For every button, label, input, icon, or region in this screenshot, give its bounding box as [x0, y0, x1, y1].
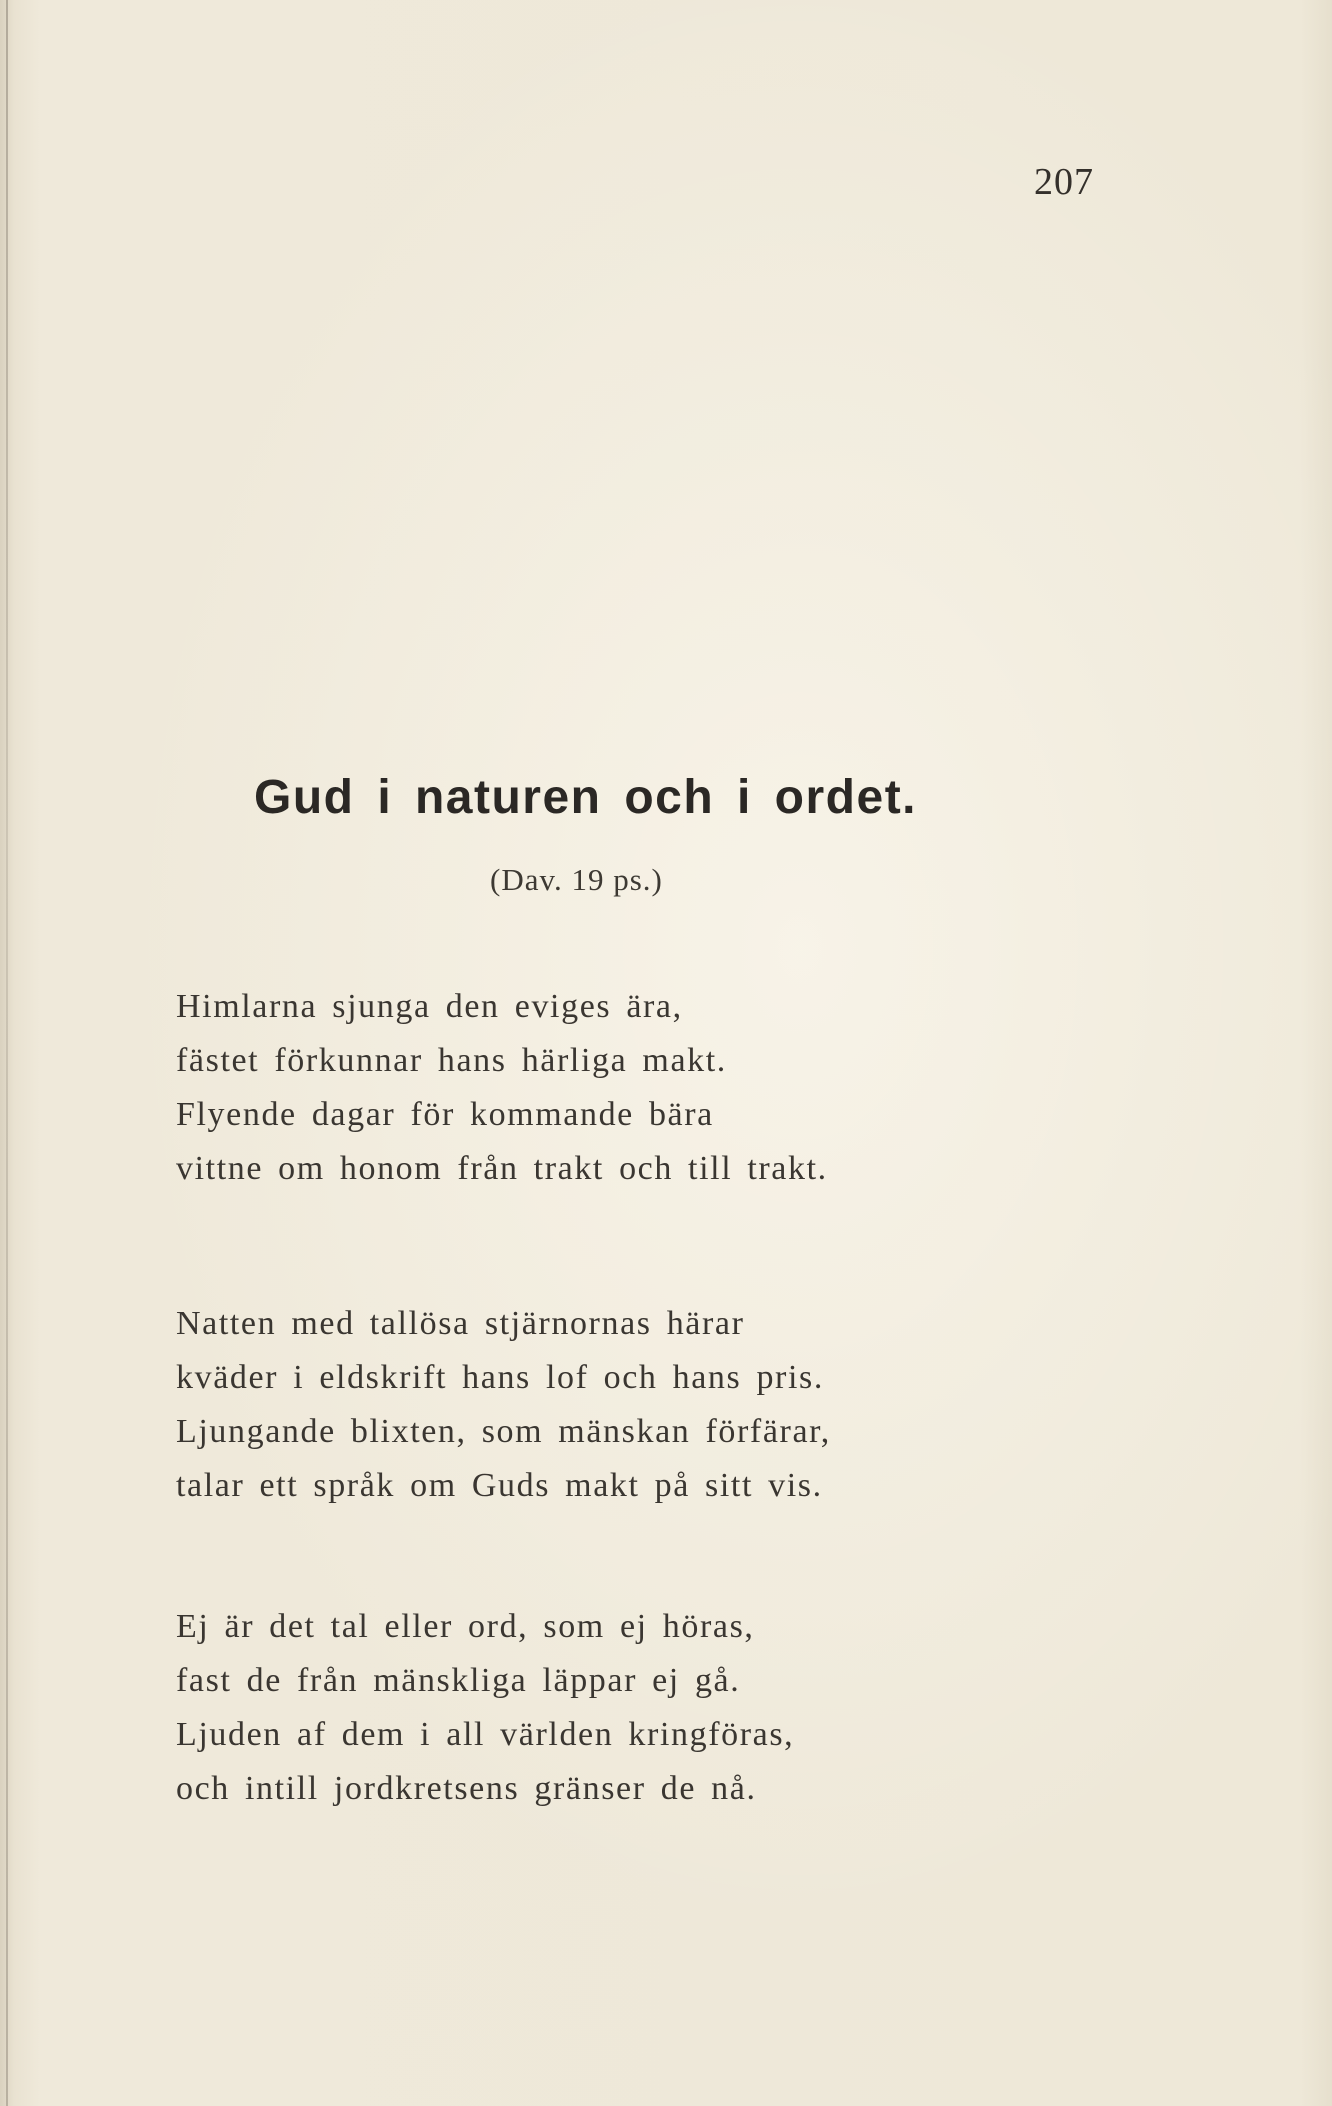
verse-line: talar ett språk om Guds makt på sitt vis. [176, 1467, 823, 1504]
page-number: 207 [1034, 161, 1094, 203]
poem-title: Gud i naturen och i ordet. [254, 771, 918, 824]
verse-line: Himlarna sjunga den eviges ära, [176, 988, 683, 1025]
verse-line: fästet förkunnar hans härliga makt. [176, 1042, 727, 1079]
verse-line: och intill jordkretsens gränser de nå. [176, 1770, 757, 1807]
verse-line: fast de från mänskliga läppar ej gå. [176, 1662, 741, 1699]
verse-line: Ljungande blixten, som mänskan förfärar, [176, 1413, 831, 1450]
page-binding-edge [6, 0, 8, 2106]
verse-line: Ej är det tal eller ord, som ej höras, [176, 1608, 755, 1645]
stanza-1 [176, 980, 828, 1196]
verse-line: vittne om honom från trakt och till trakt. [176, 1150, 828, 1187]
poem-subtitle: (Dav. 19 ps.) [490, 862, 663, 897]
verse-line: Flyende dagar för kommande bära [176, 1096, 714, 1133]
verse-line: Natten med tallösa stjärnornas härar [176, 1305, 745, 1342]
verse-line: kväder i eldskrift hans lof och hans pris. [176, 1359, 824, 1396]
verse-line: Ljuden af dem i all världen kringföras, [176, 1716, 795, 1753]
stanza-2 [176, 1297, 831, 1513]
stanza-3 [176, 1600, 794, 1816]
